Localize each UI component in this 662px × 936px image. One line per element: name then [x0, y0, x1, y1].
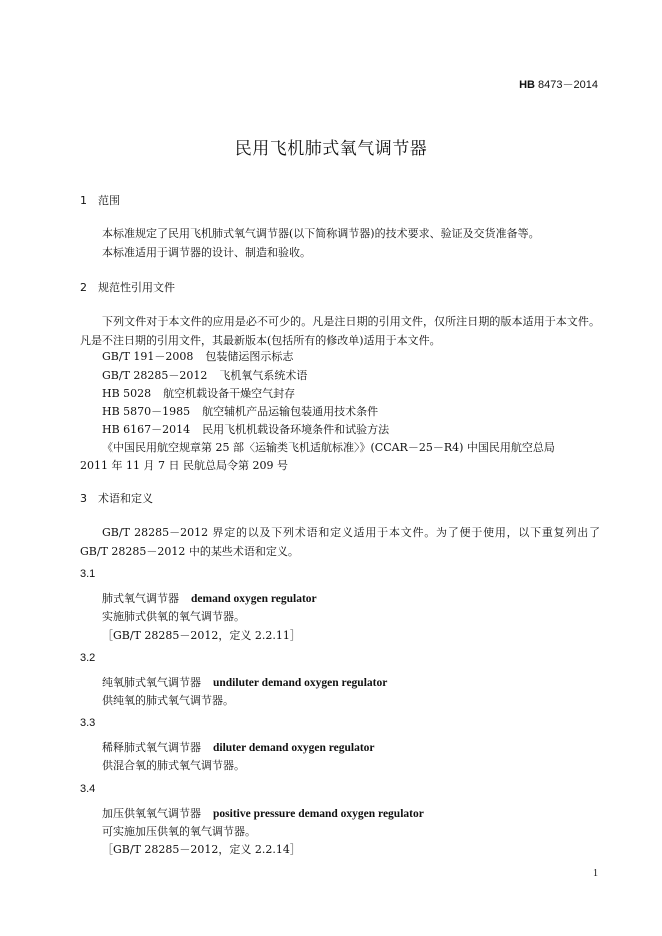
term-definition: 可实施加压供氧的氧气调节器。	[102, 825, 256, 838]
term-chinese: 肺式氧气调节器	[102, 592, 179, 605]
term-definition: 供纯氧的肺式氧气调节器。	[102, 694, 234, 707]
term-number: 3.1	[80, 568, 96, 580]
standard-code-prefix: HB	[519, 79, 535, 91]
standard-code-header	[519, 76, 598, 92]
term-heading	[102, 674, 387, 690]
scope-paragraph-1: 本标准规定了民用飞机肺式氧气调节器(以下简称调节器)的技术要求、验证及交货准备等。	[102, 227, 540, 240]
term-source: ［GB/T 28285－2012，定义 2.2.11］	[102, 629, 301, 642]
reference-code: HB 5028	[102, 387, 152, 400]
reference-code: HB 5870－1985	[102, 405, 191, 418]
reference-code: GB/T 28285－2012	[102, 369, 208, 382]
reference-item	[102, 348, 293, 364]
page-number: 1	[593, 868, 598, 879]
section-title: 术语和定义	[98, 492, 153, 505]
reference-name: 民用飞机机载设备环境条件和试验方法	[202, 423, 390, 436]
reference-code: HB 6167－2014	[102, 423, 191, 436]
references-intro-text: 下列文件对于本文件的应用是必不可少的。凡是注日期的引用文件，仅所注日期的版本适用于本文件。凡是不注日期的引用文件，其最新版本(包括所有的修改单)适用于本文件。	[80, 315, 600, 347]
section-2-heading	[80, 279, 175, 295]
section-title: 范围	[98, 194, 120, 207]
term-english: demand oxygen regulator	[191, 593, 317, 605]
reference-name: 航空辅机产品运输包装通用技术条件	[202, 405, 379, 418]
scope-paragraph-2: 本标准适用于调节器的设计、制造和验收。	[102, 246, 311, 259]
term-definition: 供混合氧的肺式氧气调节器。	[102, 759, 245, 772]
ccar-reference-line-1: 《中国民用航空规章第 25 部〈运输类飞机适航标准〉》(CCAR－25－R4) 中国民用航空总局	[102, 441, 555, 454]
reference-name: 包装储运图示标志	[205, 350, 294, 363]
term-chinese: 纯氧肺式氧气调节器	[102, 676, 201, 689]
reference-item	[102, 385, 295, 401]
term-heading	[102, 739, 375, 755]
term-english: diluter demand oxygen regulator	[213, 742, 375, 754]
reference-item	[102, 367, 307, 383]
section-number: 3	[80, 492, 87, 505]
terms-intro-text: GB/T 28285－2012 界定的以及下列术语和定义适用于本文件。为了便于使用，以下重复列出了GB/T 28285－2012 中的某些术语和定义。	[80, 526, 600, 558]
term-chinese: 稀释肺式氧气调节器	[102, 741, 201, 754]
reference-code: GB/T 191－2008	[102, 350, 194, 363]
term-english: undiluter demand oxygen regulator	[213, 677, 388, 689]
section-number: 1	[80, 194, 87, 207]
terms-intro	[80, 523, 600, 561]
reference-item	[102, 421, 389, 437]
section-title: 规范性引用文件	[98, 281, 175, 294]
section-3-heading	[80, 490, 153, 506]
term-heading	[102, 805, 424, 821]
term-heading	[102, 590, 317, 606]
term-definition: 实施肺式供氧的氧气调节器。	[102, 610, 245, 623]
references-intro	[80, 312, 600, 350]
standard-code-number: 8473－2014	[538, 79, 598, 91]
term-number: 3.2	[80, 652, 96, 664]
term-english: positive pressure demand oxygen regulator	[213, 808, 424, 820]
section-number: 2	[80, 281, 87, 294]
term-source: ［GB/T 28285－2012，定义 2.2.14］	[102, 843, 301, 856]
ccar-reference-line-2: 2011 年 11 月 7 日 民航总局令第 209 号	[80, 459, 288, 472]
term-number: 3.4	[80, 783, 96, 795]
section-1-heading	[80, 192, 120, 208]
reference-name: 航空机载设备干燥空气封存	[163, 387, 296, 400]
term-number: 3.3	[80, 717, 96, 729]
page-title: 民用飞机肺式氧气调节器	[234, 139, 428, 159]
term-chinese: 加压供氧氧气调节器	[102, 807, 201, 820]
reference-name: 飞机氧气系统术语	[219, 369, 308, 382]
reference-item	[102, 403, 378, 419]
